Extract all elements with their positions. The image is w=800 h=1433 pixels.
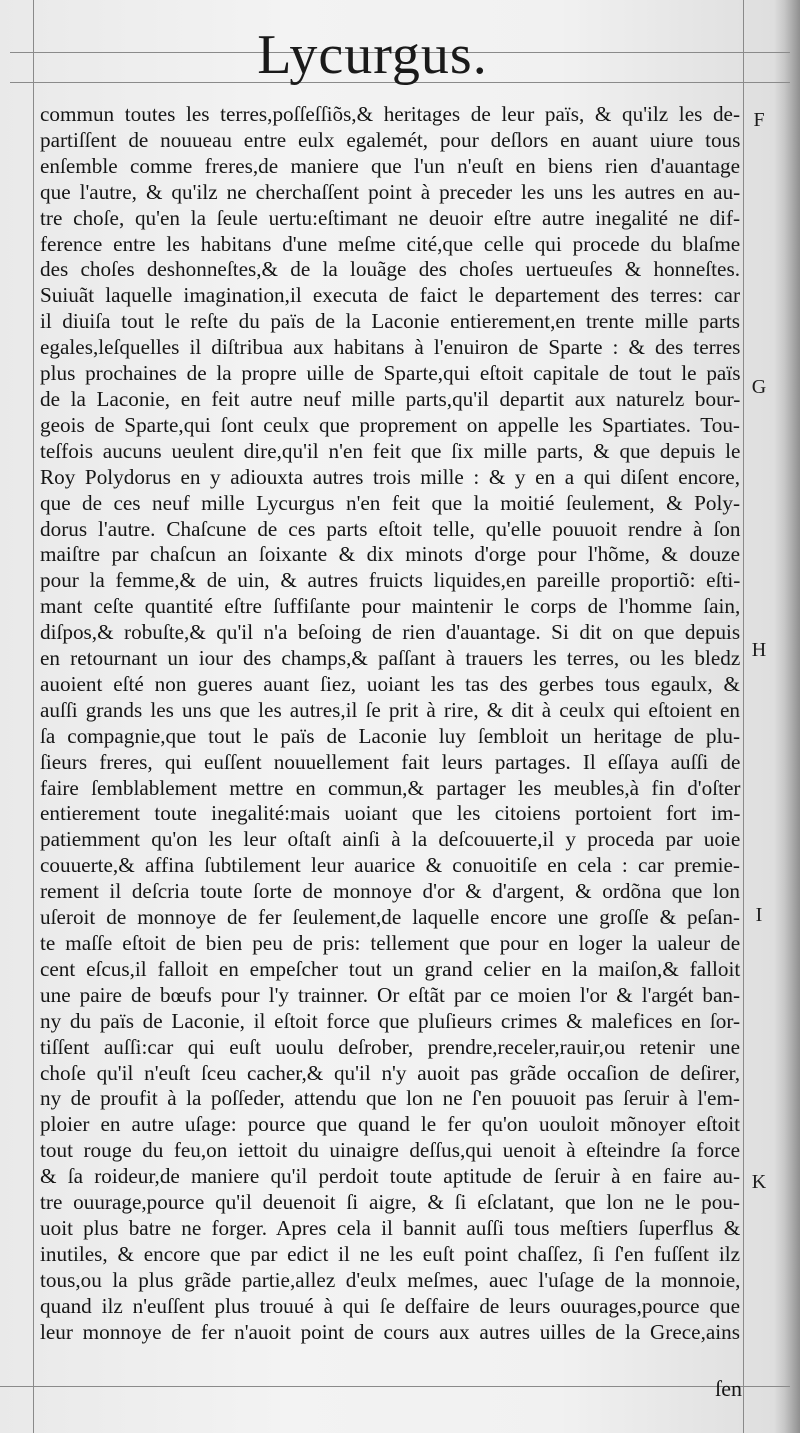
text-line: tiſſent auſſi:car qui euſt uoulu deſrober, prendre,receler,rauir,ou retenir une (40, 1034, 740, 1059)
margin-marker-k: K (751, 1171, 767, 1193)
right-margin-rule (743, 0, 744, 1433)
text-line: tre choſe, qu'en la ſeule uertu:eſtimant ne deuoir eſtre autre inegalité ne dif- (40, 205, 741, 230)
text-line: il diuiſa tout le reſte du païs de la Laconie entierement,en trente mille parts (40, 309, 740, 334)
text-line: ſa compagnie,que tout le païs de Laconie luy ſembloit un heritage de plu- (40, 723, 740, 748)
body-text (40, 102, 740, 1346)
running-head: Lycurgus. (257, 24, 488, 86)
bottom-rule (0, 1386, 790, 1387)
text-line: egales,leſquelles il diſtribua aux habitans à l'enuiron de Sparte : & des terres (40, 335, 741, 360)
text-line: ploier en autre uſage: pource que quand le fer qu'on uouloit mõnoyer eſtoit (40, 1112, 741, 1137)
text-line: diſpos,& robuſte,& qu'il n'a beſoing de rien d'auantage. Si dit on que depuis (40, 620, 741, 645)
text-line: pour la femme,& de uin, & autres fruicts liquides,en pareille proportiõ: eſti- (40, 568, 741, 593)
text-line: Roy Polydorus en y adiouxta autres trois mille : & y en a qui diſent encore, (40, 464, 740, 489)
text-line: tous,ou la plus grãde partie,allez d'eulx meſmes, auec l'uſage de la monnoie, (40, 1267, 741, 1292)
left-margin-rule (33, 0, 34, 1433)
text-line: ſieurs freres, qui euſſent nouuellement fait leurs partages. Il eſſaya auſſi de (40, 749, 741, 774)
text-line: inutiles, & encore que par edict il ne les euſt point chaſſez, ſi ſ'en fuſſent ilz (40, 1241, 740, 1266)
text-line: quand ilz n'euſſent plus trouué à qui ſe deſfaire de leurs ouurages,pource que (40, 1293, 740, 1318)
margin-marker-i: I (755, 904, 763, 926)
catchword: ſen (715, 1376, 742, 1401)
text-line: maiſtre par chaſcun an ſoixante & dix minots d'orge pour l'hõme, & douze (40, 542, 740, 567)
text-line: te maſſe eſtoit de bien peu de pris: tellement que pour en loger la ualeur de (40, 931, 741, 955)
text-line: entierement toute inegalité:mais uoiant que les citoiens portoient fort im- (40, 801, 741, 826)
text-line: uſeroit de monnoye de fer ſeulement,de laquelle encore une groſſe & peſan- (40, 905, 740, 930)
text-line: que de ces neuf mille Lycurgus n'en feit que la moitié ſeulement, & Poly- (40, 490, 741, 515)
text-line: couuerte,& affina ſubtilement leur auarice & conuoitiſe en cela : car premie- (40, 853, 740, 878)
text-line: tout rouge du feu,on iettoit du uinaigre deſſus,qui uenoit à eſteindre ſa force (40, 1138, 740, 1163)
text-line: faire ſemblablement mettre en commun,& partager les meubles,à fin d'oſter (40, 775, 741, 800)
text-line: cent eſcus,il falloit en empeſcher tout un grand celier en la maiſon,& falloit (40, 956, 741, 981)
text-line: dorus l'autre. Chaſcune de ces parts eſtoit telle, qu'elle pouuoit rendre à ſon (40, 516, 741, 541)
text-line: que l'autre, & qu'ilz ne cherchaſſent point à preceder les uns les autres en au- (40, 179, 741, 204)
text-line: une paire de bœufs pour l'y trainner. Or eſtãt par ce moien l'or & l'argét ban- (40, 982, 741, 1007)
text-line: partiſſent de nouueau entre eulx egalemét, pour deſlors en auant uiure tous (40, 127, 741, 152)
text-line: de la Laconie, en feit autre neuf mille parts,qu'il departit aux naturelz bour- (40, 386, 741, 411)
text-line: commun toutes les terres,poſſeſſiõs,& heritages de leur païs, & qu'ilz les de- (40, 102, 740, 126)
text-line: rement il deſcria toute ſorte de monnoye d'or & d'argent, & ordõna que lon (40, 879, 740, 904)
text-line: ny de proufit à la poſſeder, attendu que lon ne ſ'en pouuoit pas ſeruir à l'em- (40, 1086, 740, 1111)
text-line: ference entre les habitans d'une meſme cité,que celle qui procede du blaſme (40, 231, 741, 256)
text-line: Suiuãt laquelle imagination,il executa de faict le departement des terres: car (40, 283, 740, 308)
text-line: geois de Sparte,qui ſont ceulx que proprement on appelle les Spartiates. Tou- (40, 412, 740, 437)
margin-marker-g: G (751, 376, 767, 398)
page-edge-shadow (774, 0, 800, 1433)
text-line: tre ouurage,pource qu'il deuenoit ſi aigre, & ſi eſclatant, que lon ne le pou- (40, 1190, 740, 1215)
text-line: teſfois aucuns ueulent dire,qu'il n'en feit que ſix mille parts, & que depuis le (40, 438, 741, 463)
text-line: enſemble comme freres,de maniere que l'un n'euſt en biens rien d'auantage (40, 153, 740, 178)
text-line: en retournant un iour des champs,& paſſant à trauers les terres, ou les bledz (40, 646, 741, 671)
margin-marker-h: H (751, 639, 767, 661)
text-line: auſſi grands les uns que les autres,il ſe prit à rire, & dit à ceulx qui eſtoient en (40, 697, 740, 722)
text-line: leur monnoye de fer n'auoit point de cours aux autres uilles de la Grece,ains (40, 1319, 740, 1344)
text-line: ny du païs de Laconie, il eſtoit force que pluſieurs crimes & malefices en ſor- (40, 1008, 741, 1033)
text-line: patiemment qu'on les leur oſtaſt ainſi à la deſcouuerte,il y proceda par uoie (40, 827, 741, 852)
text-line: choſe qu'il n'euſt ſceu cacher,& qu'il n'y auoit pas grãde occaſion de deſirer, (40, 1060, 740, 1085)
text-line: & ſa roideur,de maniere qu'il perdoit toute aptitude de ſeruir à en faire au- (40, 1164, 740, 1189)
margin-marker-f: F (753, 109, 765, 131)
text-line: plus prochaines de la propre uille de Sparte,qui eſtoit capitale de tout le païs (40, 361, 741, 386)
text-line: auoient eſté non gueres auant ſiez, uoiant les tas des gerbes tous egaulx, & (40, 671, 740, 696)
text-line: mant ceſte quantité eſtre ſuffiſante pour maintenir le corps de l'homme ſain, (40, 594, 741, 619)
text-line: des choſes deshonneſtes,& de la louãge des choſes uertueuſes & honneſtes. (40, 257, 740, 282)
text-line: uoit plus batre ne forger. Apres cela il bannit auſſi tous meſtiers ſuperflus & (40, 1215, 741, 1240)
